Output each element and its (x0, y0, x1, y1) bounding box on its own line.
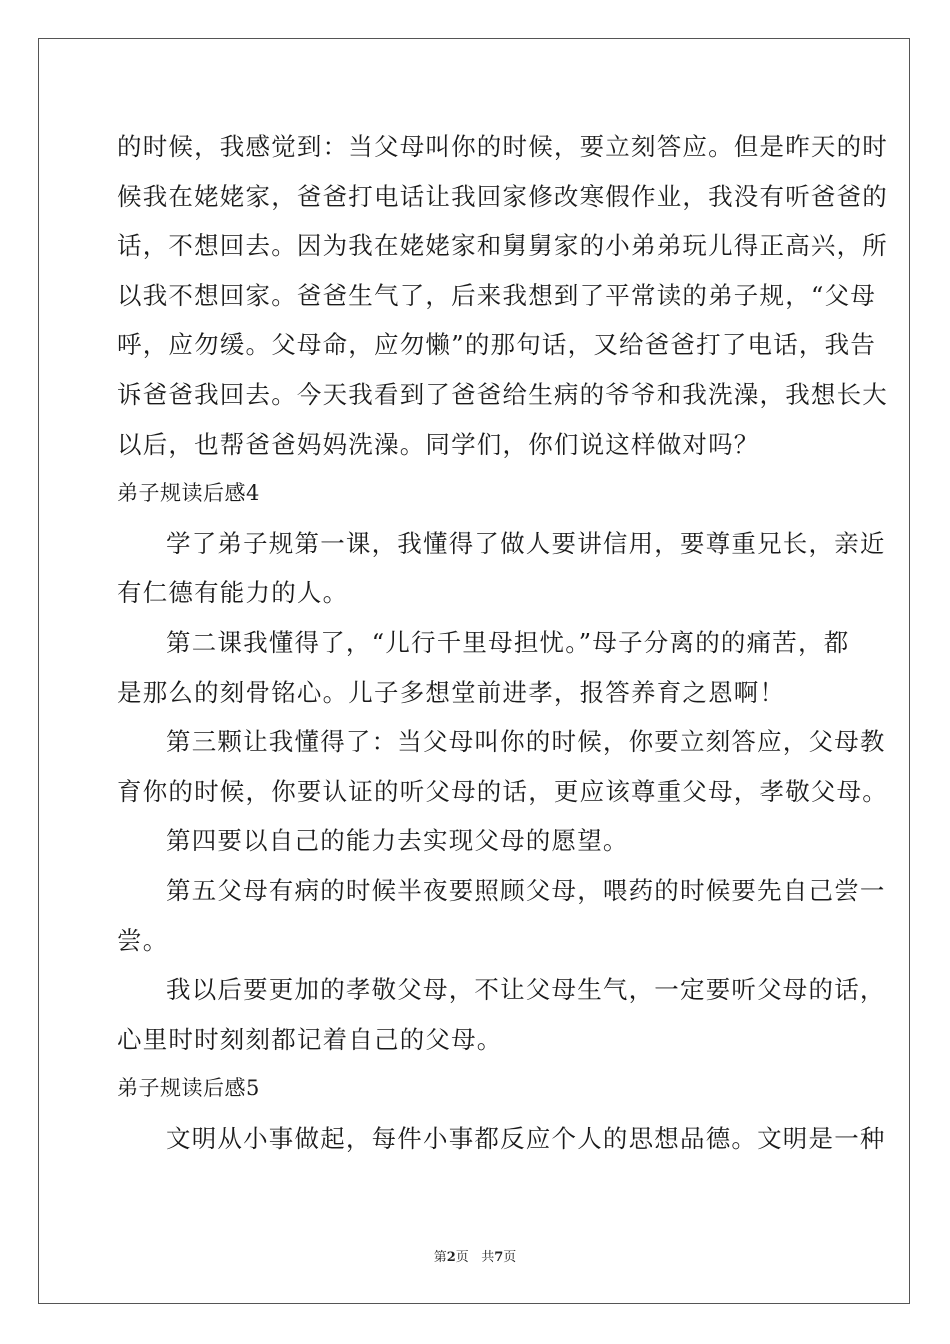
footer-suffix: 页 (503, 1250, 517, 1265)
paragraph-line: 有仁德有能力的人。 (117, 578, 349, 608)
paragraph-line: 我以后要更加的孝敬父母，不让父母生气，一定要听父母的话， (166, 975, 886, 1005)
paragraph-line: 学了弟子规第一课，我懂得了做人要讲信用，要尊重兄长，亲近 (166, 528, 886, 558)
document-body (117, 122, 888, 1163)
section-heading: 弟子规读后感5 (117, 1076, 260, 1101)
paragraph-line: 育你的时候，你要认证的听父母的话，更应该尊重父母，孝敬父母。 (117, 776, 888, 806)
paragraph-line: 第五父母有病的时候半夜要照顾父母，喂药的时候要先自己尝一 (166, 875, 886, 905)
paragraph-line: 呼，应勿缓。父母命，应勿懒”的那句话，又给爸爸打了电话，我告 (117, 330, 877, 360)
page-number: 2 (446, 1250, 456, 1265)
total-pages: 7 (494, 1250, 504, 1265)
paragraph-line: 第二课我懂得了，“儿行千里母担忧。”母子分离的的痛苦，都 (166, 627, 850, 657)
paragraph-line: 尝。 (117, 925, 169, 955)
paragraph-line: 第三颗让我懂得了：当父母叫你的时候，你要立刻答应，父母教 (166, 727, 886, 757)
paragraph-line: 诉爸爸我回去。今天我看到了爸爸给生病的爷爷和我洗澡，我想长大 (117, 379, 888, 409)
paragraph-line: 第四要以自己的能力去实现父母的愿望。 (166, 826, 629, 856)
paragraph-line: 心里时时刻刻都记着自己的父母。 (117, 1024, 503, 1054)
paragraph-line: 以我不想回家。爸爸生气了，后来我想到了平常读的弟子规，“父母 (117, 280, 877, 310)
paragraph-line: 的时候，我感觉到：当父母叫你的时候，要立刻答应。但是昨天的时 (117, 132, 888, 161)
footer-prefix: 第 (433, 1250, 447, 1265)
paragraph-line: 话，不想回去。因为我在姥姥家和舅舅家的小弟弟玩儿得正高兴，所 (117, 231, 888, 261)
section-heading: 弟子规读后感4 (117, 481, 260, 506)
paragraph-line: 是那么的刻骨铭心。儿子多想堂前进孝，报答养育之恩啊！ (117, 677, 786, 707)
paragraph-line: 文明从小事做起，每件小事都反应个人的思想品德。文明是一种 (166, 1123, 886, 1153)
footer-middle: 页 共 (455, 1250, 495, 1265)
page-footer (0, 1246, 950, 1265)
paragraph-line: 以后，也帮爸爸妈妈洗澡。同学们，你们说这样做对吗？ (117, 429, 760, 459)
paragraph-line: 候我在姥姥家，爸爸打电话让我回家修改寒假作业，我没有听爸爸的 (117, 181, 888, 211)
